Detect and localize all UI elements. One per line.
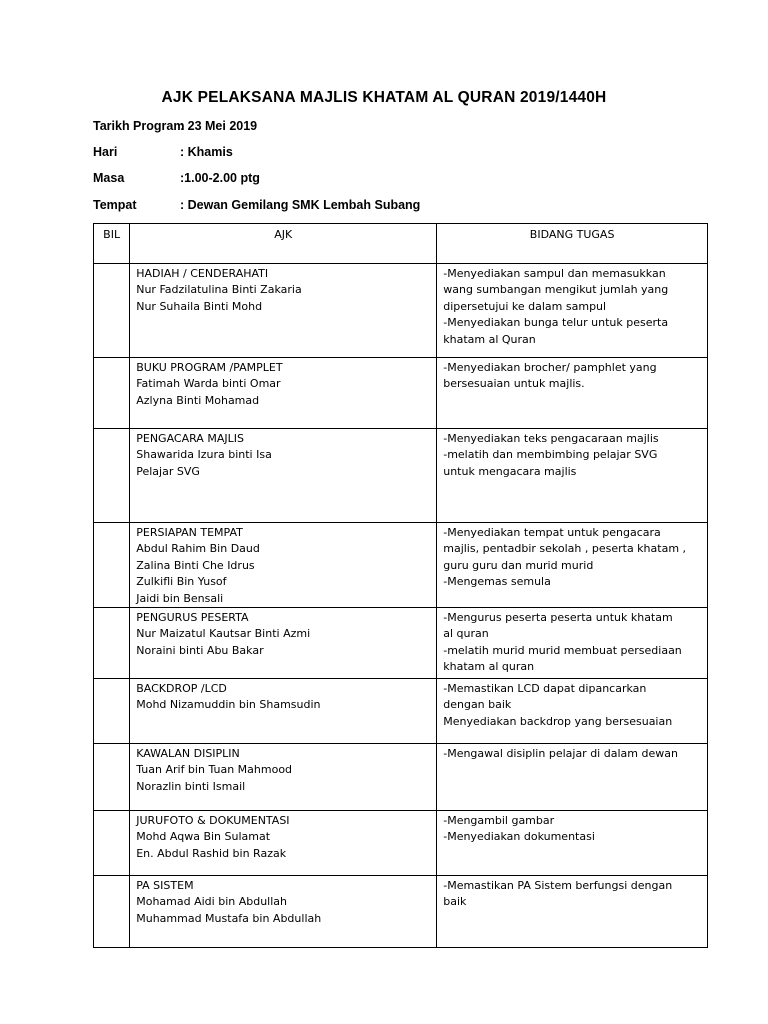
table-row: [94, 608, 708, 679]
ajk-role-title: JURUFOTO & DOKUMENTASI: [136, 814, 290, 828]
ajk-role-title: PA SISTEM: [136, 879, 194, 893]
tugas-line: khatam al quran: [443, 660, 535, 674]
bil-cell: [94, 679, 130, 744]
ajk-cell: [130, 358, 437, 429]
ajk-role-title: PENGACARA MAJLIS: [136, 432, 244, 445]
bil-cell: [94, 358, 130, 429]
table-row: [94, 264, 708, 358]
tugas-line: dipersetujui ke dalam sampul: [443, 299, 607, 313]
table-row: [94, 811, 708, 876]
ajk-member-name: Mohd Aqwa Bin Sulamat: [136, 830, 271, 844]
tugas-line: untuk mengacara majlis: [443, 464, 577, 478]
tugas-line: al quran: [443, 627, 489, 641]
ajk-member-name: Nur Fadzilatulina Binti Zakaria: [136, 283, 302, 297]
table-body: [94, 264, 708, 948]
tugas-line: -Mengambil gambar: [443, 814, 555, 828]
tugas-line: -Mengemas semula: [443, 575, 551, 589]
bidang-tugas-cell: [437, 358, 708, 429]
ajk-cell: [130, 523, 437, 608]
ajk-member-name: Mohamad Aidi bin Abdullah: [136, 895, 288, 909]
table-header-row: [94, 224, 708, 264]
tugas-line: Menyediakan backdrop yang bersesuaian: [443, 714, 673, 728]
ajk-member-name: Mohd Nizamuddin bin Shamsudin: [136, 698, 321, 712]
ajk-role-title: KAWALAN DISIPLIN: [136, 747, 240, 761]
bidang-tugas-cell: [437, 264, 708, 358]
tugas-line: baik: [443, 895, 467, 909]
bidang-tugas-cell: [437, 744, 708, 811]
ajk-member-name: Abdul Rahim Bin Daud: [136, 542, 260, 556]
table-row: [94, 358, 708, 429]
ajk-role-title: BACKDROP /LCD: [136, 682, 227, 696]
table-row: [94, 679, 708, 744]
bidang-tugas-cell: [437, 679, 708, 744]
info-value: :1.00-2.00 ptg: [180, 171, 260, 185]
tugas-line: khatam al Quran: [443, 332, 536, 346]
page-title: AJK PELAKSANA MAJLIS KHATAM AL QURAN 2019/1440H: [161, 89, 607, 106]
tugas-line: -Mengawal disiplin pelajar di dalam dewan: [443, 747, 678, 761]
ajk-cell: [130, 679, 437, 744]
ajk-member-name: Azlyna Binti Mohamad: [136, 393, 260, 407]
ajk-member-name: Muhammad Mustafa bin Abdullah: [136, 911, 322, 925]
tugas-line: -melatih murid murid membuat persediaan: [443, 643, 682, 657]
bidang-tugas-cell: [437, 876, 708, 948]
ajk-member-name: Zalina Binti Che Idrus: [136, 558, 255, 572]
tugas-line: -melatih dan membimbing pelajar SVG: [443, 448, 658, 462]
ajk-cell: [130, 744, 437, 811]
ajk-member-name: Pelajar SVG: [136, 464, 200, 478]
bidang-tugas-cell: [437, 523, 708, 608]
info-label: Masa: [93, 171, 125, 185]
tugas-line: -Memastikan PA Sistem berfungsi dengan: [443, 879, 673, 893]
info-label: Hari: [93, 145, 118, 159]
ajk-cell: [130, 876, 437, 948]
ajk-cell: [130, 608, 437, 679]
table-row: [94, 429, 708, 523]
tugas-line: -Menyediakan dokumentasi: [443, 830, 595, 844]
tugas-line: bersesuaian untuk majlis.: [443, 377, 585, 391]
table-row: [94, 876, 708, 948]
bil-cell: [94, 608, 130, 679]
bidang-tugas-cell: [437, 429, 708, 523]
bil-cell: [94, 744, 130, 811]
ajk-member-name: Jaidi bin Bensali: [136, 591, 224, 605]
tugas-line: -Menyediakan bunga telur untuk peserta: [443, 316, 669, 330]
ajk-member-name: Noraini binti Abu Bakar: [136, 643, 264, 657]
header-bidang-tugas: BIDANG TUGAS: [437, 224, 708, 264]
tugas-line: -Menyediakan sampul dan memasukkan: [443, 267, 666, 280]
ajk-member-name: Zulkifli Bin Yusof: [136, 575, 227, 589]
ajk-member-name: Tuan Arif bin Tuan Mahmood: [136, 763, 293, 777]
header-bil: BIL: [94, 224, 130, 264]
ajk-member-name: Shawarida Izura binti Isa: [136, 448, 272, 462]
ajk-member-name: Fatimah Warda binti Omar: [136, 377, 281, 391]
tugas-line: -Menyediakan tempat untuk pengacara: [443, 526, 661, 539]
ajk-member-name: Nur Maizatul Kautsar Binti Azmi: [136, 627, 311, 641]
tugas-line: majlis, pentadbir sekolah , peserta khatam ,: [443, 542, 687, 556]
ajk-table: [93, 223, 708, 948]
ajk-cell: [130, 811, 437, 876]
tugas-line: -Menyediakan brocher/ pamphlet yang: [443, 361, 657, 374]
bidang-tugas-cell: [437, 811, 708, 876]
ajk-cell: [130, 429, 437, 523]
ajk-cell: [130, 264, 437, 358]
tugas-line: -Mengurus peserta peserta untuk khatam: [443, 611, 673, 625]
header-ajk: AJK: [130, 224, 437, 264]
bidang-tugas-cell: [437, 608, 708, 679]
tugas-line: -Memastikan LCD dapat dipancarkan: [443, 682, 647, 696]
tugas-line: wang sumbangan mengikut jumlah yang: [443, 283, 669, 297]
bil-cell: [94, 811, 130, 876]
tugas-line: -Menyediakan teks pengacaraan majlis: [443, 432, 659, 445]
info-value: : 23 Mei 2019: [180, 119, 258, 133]
info-label: Tarikh Program: [93, 119, 185, 133]
bil-cell: [94, 429, 130, 523]
tugas-line: dengan baik: [443, 698, 512, 712]
ajk-role-title: HADIAH / CENDERAHATI: [136, 267, 269, 280]
ajk-role-title: BUKU PROGRAM /PAMPLET: [136, 361, 283, 374]
ajk-member-name: Norazlin binti Ismail: [136, 779, 246, 793]
table-row: [94, 523, 708, 608]
bil-cell: [94, 523, 130, 608]
bil-cell: [94, 876, 130, 948]
ajk-role-title: PERSIAPAN TEMPAT: [136, 526, 243, 539]
info-label: Tempat: [93, 198, 137, 212]
ajk-member-name: Nur Suhaila Binti Mohd: [136, 299, 263, 313]
ajk-member-name: En. Abdul Rashid bin Razak: [136, 846, 287, 860]
tugas-line: guru guru dan murid murid: [443, 558, 594, 572]
ajk-role-title: PENGURUS PESERTA: [136, 611, 249, 625]
table-row: [94, 744, 708, 811]
info-value: : Khamis: [180, 145, 233, 159]
bil-cell: [94, 264, 130, 358]
info-value: : Dewan Gemilang SMK Lembah Subang: [180, 198, 421, 212]
